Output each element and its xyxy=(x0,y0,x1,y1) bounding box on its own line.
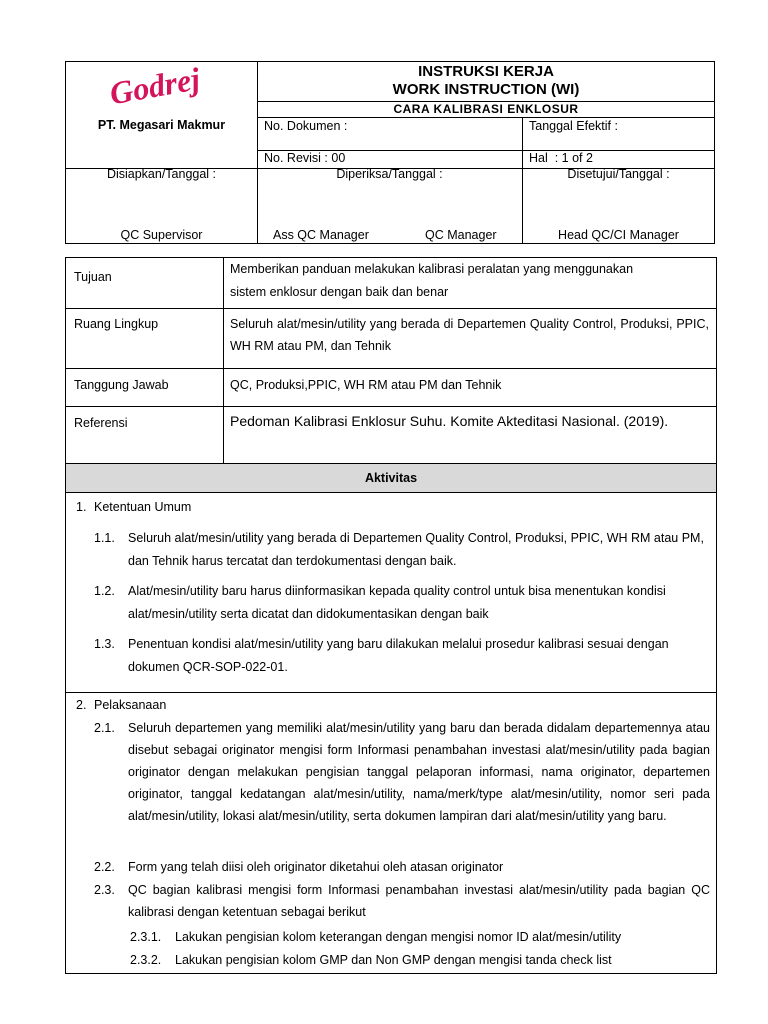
item-1-2-number: 1.2. xyxy=(94,584,115,598)
referensi-text: Pedoman Kalibrasi Enklosur Suhu. Komite Akteditasi Nasional. (2019). xyxy=(230,413,669,429)
section-2-title: Pelaksanaan xyxy=(94,698,167,712)
item-2-3-1-text: Lakukan pengisian kolom keterangan dengan mengisi nomor ID alat/mesin/utility xyxy=(175,930,622,944)
tanggung-jawab-label: Tanggung Jawab xyxy=(74,378,169,392)
item-1-1-number: 1.1. xyxy=(94,531,115,545)
aktivitas-label: Aktivitas xyxy=(364,471,418,485)
tujuan-label: Tujuan xyxy=(74,270,112,284)
document-header xyxy=(65,61,715,244)
item-2-3-text: QC bagian kalibrasi mengisi form Informasi penambahan investasi alat/mesin/utility pada bagian QC kalibrasi dengan ketentuan sebagai berikut xyxy=(128,883,710,919)
diperiksa-label: Diperiksa/Tanggal : xyxy=(336,167,443,181)
item-1-2-text: Alat/mesin/utility baru harus diinformasikan kepada quality control untuk bisa menentukan kondisi alat/mesin/utility serta dicatat dan didokumentasikan dengan baik xyxy=(128,584,666,621)
item-1-3-number: 1.3. xyxy=(94,637,115,651)
ruang-lingkup-label: Ruang Lingkup xyxy=(74,317,159,331)
ass-qc-manager: Ass QC Manager xyxy=(273,228,369,242)
godrej-logo xyxy=(104,64,214,110)
tanggung-jawab-text: QC, Produksi,PPIC, WH RM atau PM dan Tehnik xyxy=(230,378,502,392)
title-instruksi-kerja: INSTRUKSI KERJA xyxy=(418,63,554,80)
qc-supervisor: QC Supervisor xyxy=(120,228,203,242)
qc-manager: QC Manager xyxy=(425,228,497,242)
document-subtitle: CARA KALIBRASI ENKLOSUR xyxy=(393,102,579,116)
logo-graphic xyxy=(104,64,214,110)
item-2-3-2-number: 2.3.2. xyxy=(130,953,162,967)
title-work-instruction: WORK INSTRUCTION (WI) xyxy=(392,81,580,98)
section-1-number: 1. xyxy=(76,500,87,514)
halaman-label: Hal : 1 of 2 xyxy=(529,151,593,165)
item-2-3-number: 2.3. xyxy=(94,883,115,897)
no-dokumen-label: No. Dokumen : xyxy=(264,119,348,133)
disetujui-label: Disetujui/Tanggal : xyxy=(567,167,670,181)
no-revisi-label: No. Revisi : 00 xyxy=(264,151,346,165)
instruction-table xyxy=(65,257,717,974)
referensi-label: Referensi xyxy=(74,416,128,430)
item-1-3-text: Penentuan kondisi alat/mesin/utility yang baru dilakukan melalui prosedur kalibrasi sesuai dengan dokumen QCR-SOP-022-01. xyxy=(128,637,669,674)
item-2-2-number: 2.2. xyxy=(94,860,115,874)
svg-text:Godrej: Godrej xyxy=(107,64,203,110)
section-1-title: Ketentuan Umum xyxy=(94,500,192,514)
section-2-number: 2. xyxy=(76,698,87,712)
item-2-2-text: Form yang telah diisi oleh originator diketahui oleh atasan originator xyxy=(128,860,504,874)
tujuan-text-line2: sistem enklosur dengan baik dan benar xyxy=(230,285,449,299)
tanggal-efektif-label: Tanggal Efektif : xyxy=(529,119,618,133)
item-2-1-number: 2.1. xyxy=(94,721,115,735)
company-name: PT. Megasari Makmur xyxy=(97,118,226,132)
item-2-3-1-number: 2.3.1. xyxy=(130,930,162,944)
ruang-lingkup-text: Seluruh alat/mesin/utility yang berada di Departemen Quality Control, Produksi, PPIC, WH RM atau PM, dan Tehnik xyxy=(230,317,709,353)
item-2-3-2-text: Lakukan pengisian kolom GMP dan Non GMP dengan mengisi tanda check list xyxy=(175,953,612,967)
aktivitas-header xyxy=(66,464,716,493)
item-2-1-text: Seluruh departemen yang memiliki alat/mesin/utility yang baru dan berada didalam departemennya atau disebut sebagai originator mengisi form Informasi penambahan investasi alat/mesin/utility pada bagian originator dengan melakukan pengisian tanggal pelaporan informasi, nama originator, departemen originator, tanggal kedatangan alat/mesin/utility, nama/merk/type alat/mesin/utility, nomor seri pada alat/mesin/utility, lokasi alat/mesin/utility, serta dokumen lampiran dari alat/mesin/utility yang baru. xyxy=(128,721,710,823)
disiapkan-label: Disiapkan/Tanggal : xyxy=(106,167,217,181)
item-1-1-text: Seluruh alat/mesin/utility yang berada di Departemen Quality Control, Produksi, PPIC, WH RM atau PM, dan Tehnik harus tercatat dan terdokumentasi dengan baik. xyxy=(128,531,704,568)
head-qc-manager: Head QC/CI Manager xyxy=(558,228,679,242)
tujuan-text-line1: Memberikan panduan melakukan kalibrasi peralatan yang menggunakan xyxy=(230,262,634,276)
